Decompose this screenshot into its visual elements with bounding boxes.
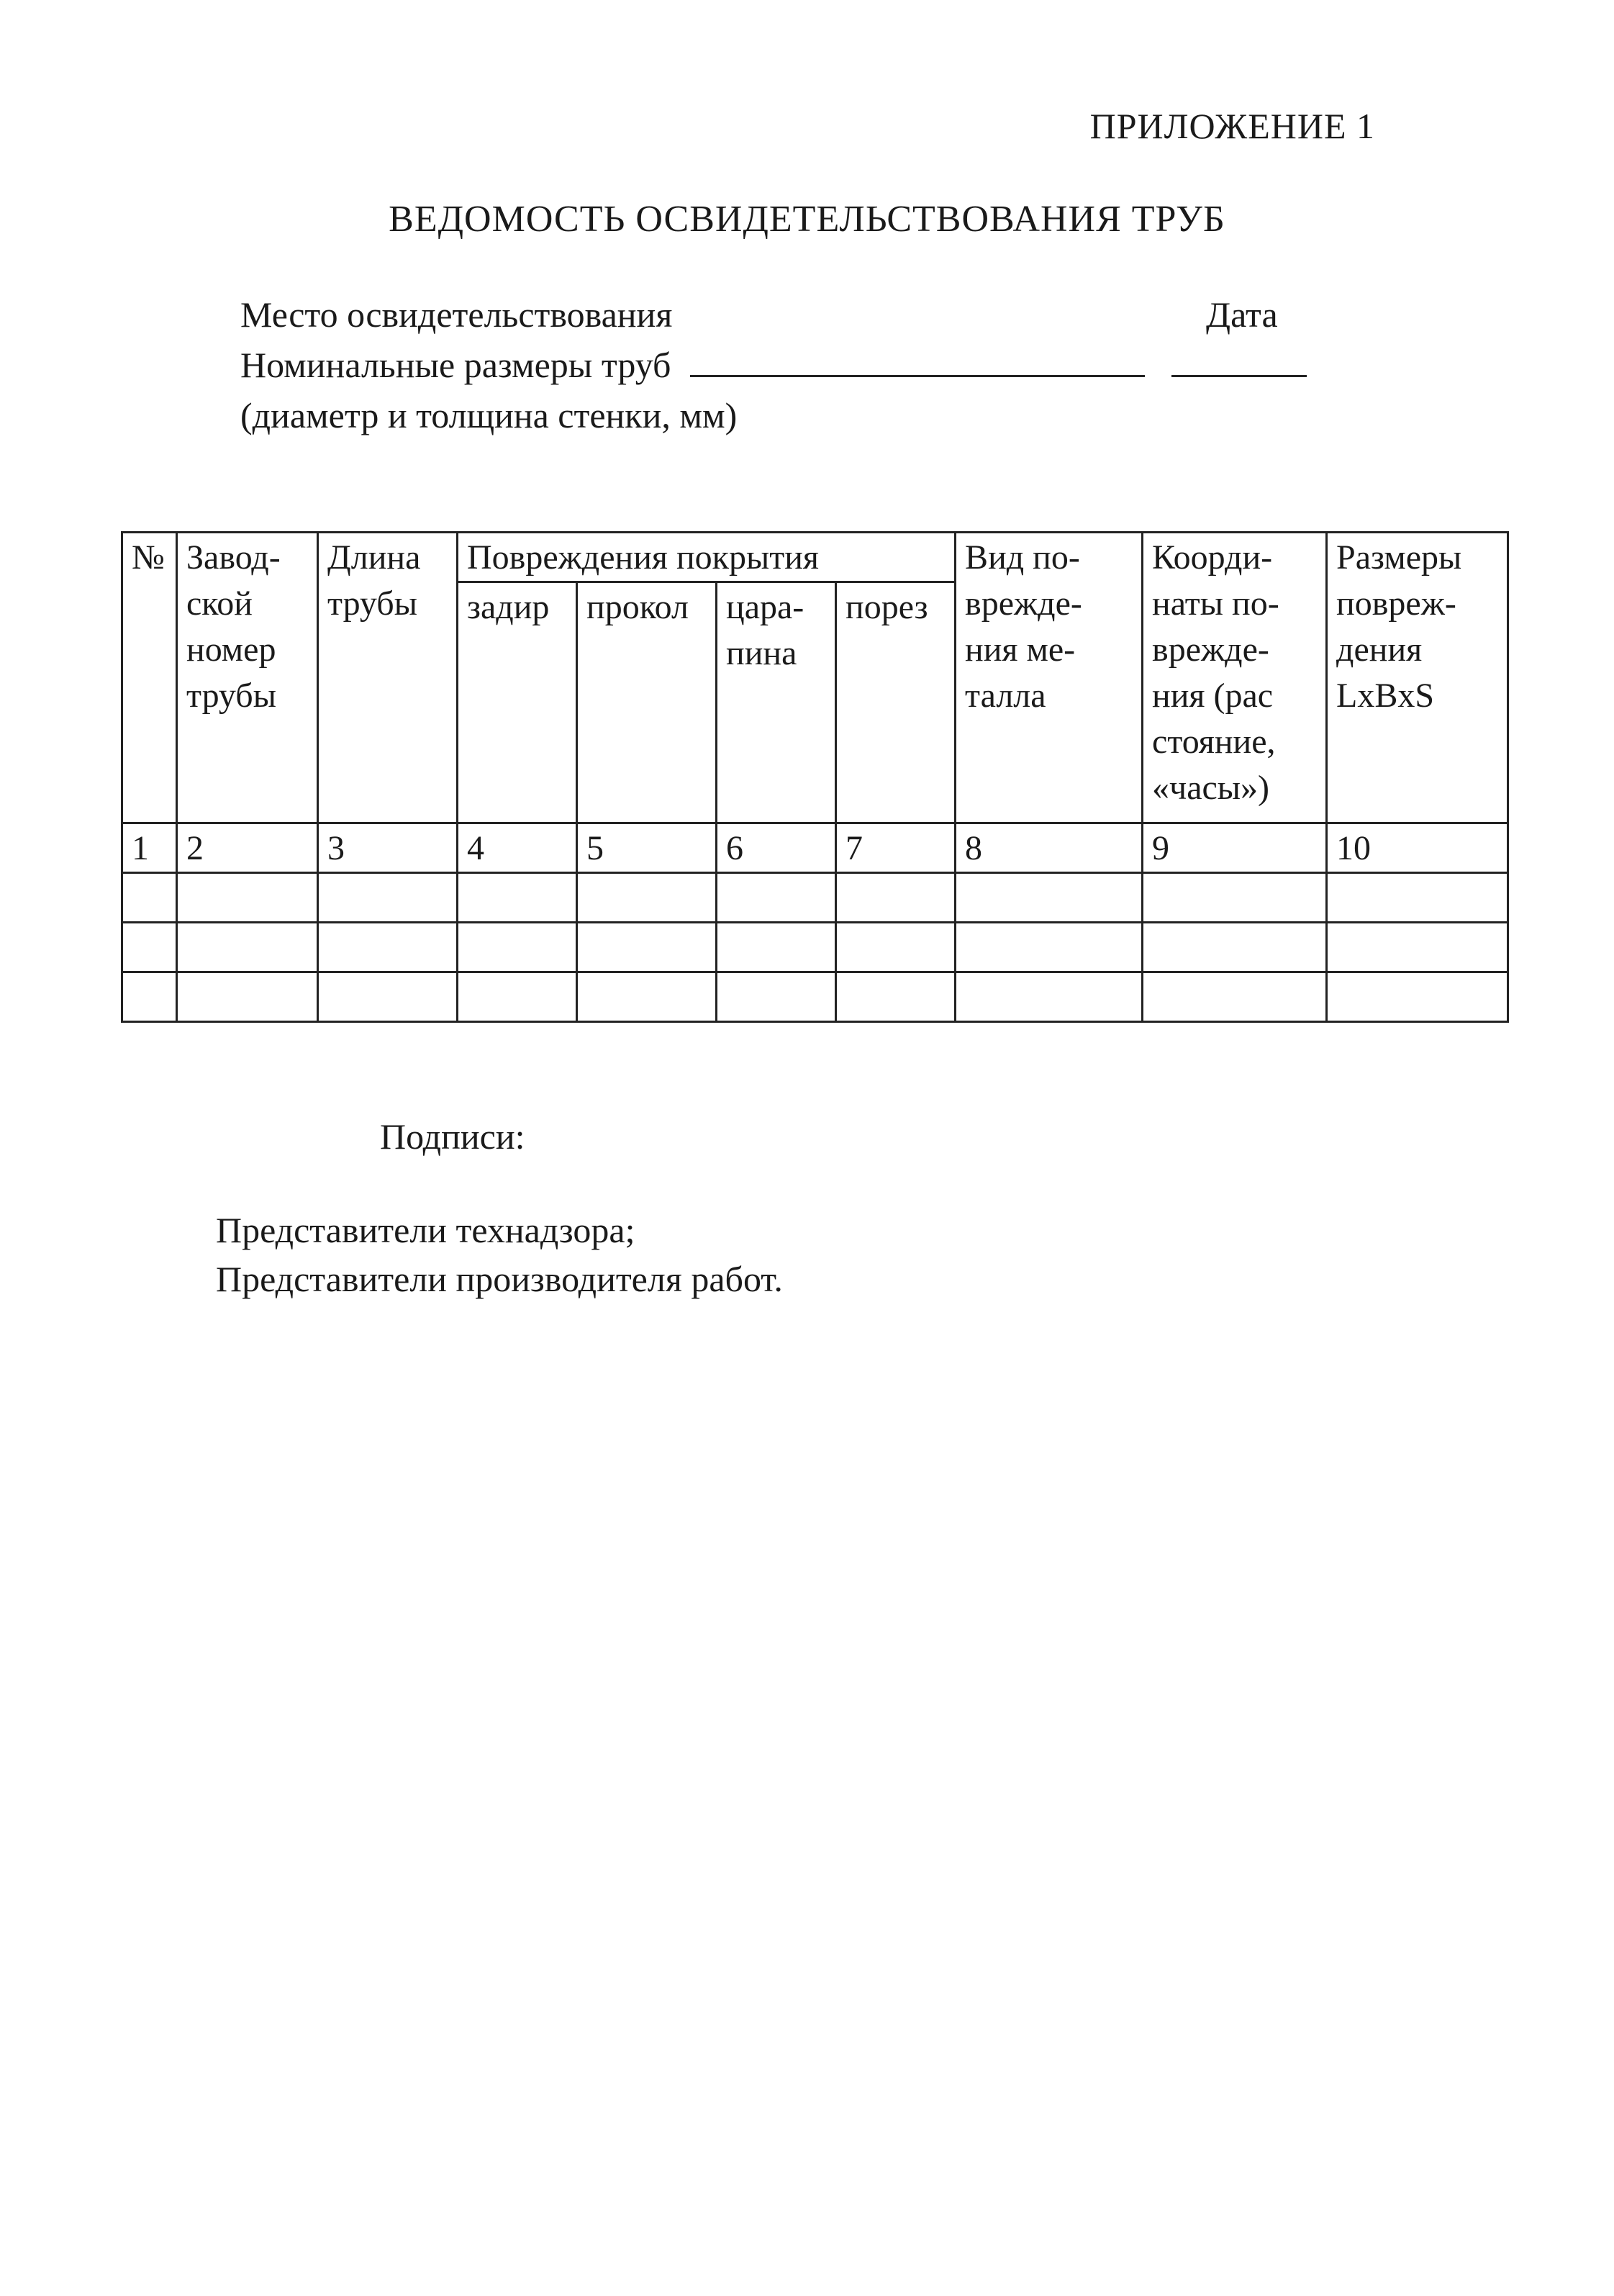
pipe-sizes-blank[interactable] <box>690 369 1145 377</box>
signatures-label: Подписи: <box>380 1116 525 1157</box>
table-row <box>122 972 1508 1022</box>
column-number: 5 <box>577 823 717 873</box>
place-label: Место освидетельствования <box>240 294 673 335</box>
empty-cell[interactable] <box>577 972 717 1022</box>
inspection-table <box>121 531 1509 1023</box>
header-num: № <box>122 533 177 823</box>
header-length: Длина трубы <box>318 533 458 823</box>
empty-cell[interactable] <box>458 972 577 1022</box>
table-row <box>122 923 1508 972</box>
empty-cell[interactable] <box>836 873 956 923</box>
header-scuff: задир <box>458 582 577 823</box>
empty-cell[interactable] <box>1327 873 1508 923</box>
header-dimensions: Размеры повреж- дения LxBxS <box>1327 533 1508 823</box>
empty-cell[interactable] <box>836 923 956 972</box>
empty-cell[interactable] <box>458 873 577 923</box>
header-scratch: цара- пина <box>717 582 836 823</box>
table-row <box>122 873 1508 923</box>
empty-cell[interactable] <box>1143 972 1327 1022</box>
empty-cell[interactable] <box>956 923 1143 972</box>
appendix-label: ПРИЛОЖЕНИЕ 1 <box>1089 106 1375 146</box>
column-number: 1 <box>122 823 177 873</box>
column-number: 2 <box>177 823 318 873</box>
signature-tech-supervision: Представители технадзора; <box>216 1210 635 1250</box>
empty-cell[interactable] <box>956 873 1143 923</box>
empty-cell[interactable] <box>717 972 836 1022</box>
pipe-sizes-row <box>240 344 1307 386</box>
date-blank[interactable] <box>1171 369 1307 377</box>
header-puncture: прокол <box>577 582 717 823</box>
column-number: 9 <box>1143 823 1327 873</box>
header-row-1 <box>122 533 1508 582</box>
date-label: Дата <box>1206 294 1278 335</box>
pipe-sizes-label: Номинальные размеры труб <box>240 345 671 385</box>
empty-cell[interactable] <box>1327 923 1508 972</box>
column-number: 10 <box>1327 823 1508 873</box>
empty-cell[interactable] <box>1143 923 1327 972</box>
empty-cell[interactable] <box>1143 873 1327 923</box>
column-number: 4 <box>458 823 577 873</box>
empty-cell[interactable] <box>177 873 318 923</box>
column-number: 6 <box>717 823 836 873</box>
column-number-row <box>122 823 1508 873</box>
column-number: 3 <box>318 823 458 873</box>
empty-cell[interactable] <box>717 873 836 923</box>
empty-cell[interactable] <box>318 923 458 972</box>
empty-cell[interactable] <box>1327 972 1508 1022</box>
empty-cell[interactable] <box>122 873 177 923</box>
empty-cell[interactable] <box>577 873 717 923</box>
empty-cell[interactable] <box>717 923 836 972</box>
header-metal-damage: Вид по- врежде- ния ме- талла <box>956 533 1143 823</box>
header-coating-damage: Повреждения покрытия <box>458 533 956 582</box>
empty-cell[interactable] <box>177 972 318 1022</box>
header-cut: порез <box>836 582 956 823</box>
document-title: ВЕДОМОСТЬ ОСВИДЕТЕЛЬСТВОВАНИЯ ТРУБ <box>389 199 1225 240</box>
empty-cell[interactable] <box>458 923 577 972</box>
empty-cell[interactable] <box>122 972 177 1022</box>
header-factory-number: Завод- ской номер трубы <box>177 533 318 823</box>
empty-cell[interactable] <box>956 972 1143 1022</box>
empty-cell[interactable] <box>836 972 956 1022</box>
empty-cell[interactable] <box>177 923 318 972</box>
empty-cell[interactable] <box>577 923 717 972</box>
column-number: 7 <box>836 823 956 873</box>
empty-cell[interactable] <box>122 923 177 972</box>
signature-contractor: Представители производителя работ. <box>216 1259 783 1299</box>
empty-cell[interactable] <box>318 873 458 923</box>
header-coordinates: Коорди- наты по- врежде- ния (рас стояние, «часы») <box>1143 533 1327 823</box>
pipe-sizes-note: (диаметр и толщина стенки, мм) <box>240 395 738 435</box>
empty-cell[interactable] <box>318 972 458 1022</box>
column-number: 8 <box>956 823 1143 873</box>
